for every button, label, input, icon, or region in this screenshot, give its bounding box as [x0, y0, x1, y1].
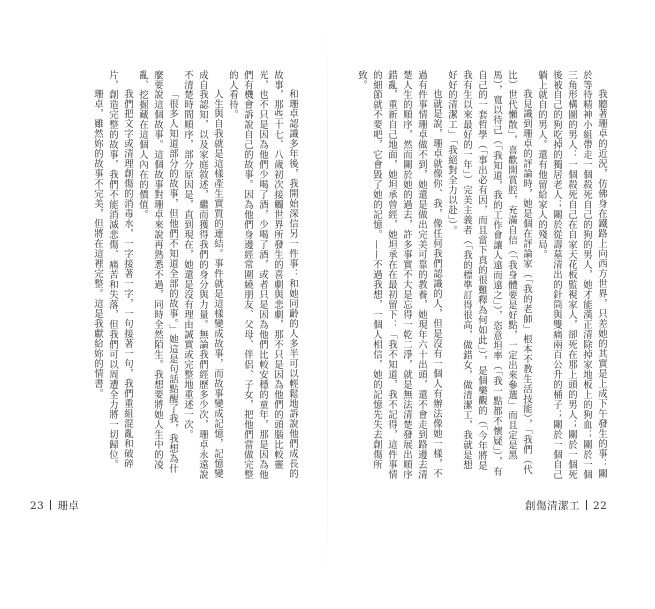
folio-divider — [50, 500, 51, 510]
left-running-title: 珊卓 — [57, 500, 80, 512]
left-page-number: 23 — [30, 500, 45, 512]
left-paragraph-5: 珊卓，雖然妳的故事不完美，但將在這裡完整。這是我獻給妳的情書。 — [92, 88, 103, 399]
left-paragraph-3: 「很多人知道部分的故事，但他們不知道全部的故事。」她這是句話點醒了我，我想為什麼要說這個故事。這個故事對珊卓來說再熟悉不過，同時全然陌生。我想要將她人生中的凌亂、挖掘藏在這個人內在的價值。 — [137, 70, 178, 474]
book-gutter — [327, 20, 328, 580]
right-page-number: 22 — [593, 500, 608, 512]
left-paragraph-2: 人生與自我就是這樣產生實質的連結。事件就是這樣變成故事，而故事變成記憶，記憶變成自我認知，以及家庭敘述，繼而獲得我們的身分與力量。無論我們經歷多少次，珊卓永遠說不清楚時間順序，部分原因是，直到現在，她還是沒有理由誠實或完整地重述一次。 — [182, 70, 223, 480]
left-paragraph-4: 我們把文字或清理創傷的消毒水，一字接著一字，一句接著一句，我們重組混亂和破碎片，創造完整的故事，我們不能消滅悲傷、痛苦和失落，但我們可以周遭全力將一切歸位。 — [107, 70, 133, 470]
right-paragraph-1: 我聽著珊卓的近況，仿佛身在鐵路上向西方世界，只差她的其實是上成下午發生的事：關於等待精神小組帶走一個殺死自己的狗的男人，她才能漢正清除掉家地板上的狗血；關於一個三角形構圖的男人：一個殺死自己在自家天花板監視家人，卻死在那上頭的男人；關於一個死後被自己的狗吃掉的獨居老人；關於從壽墓清出的針筒與雙痛兩百公升的桶子；關於一個自己躺上就自的男人。還有他留給家人的殘局。 — [536, 70, 607, 480]
right-page-body — [341, 70, 609, 480]
folio-divider — [586, 500, 587, 510]
left-page — [34, 36, 316, 532]
right-paragraph-3: 也就是說，珊卓就像你、我，像任何我們認識的人，但是沒有一個人有辦法像她一樣，不過有件事情珊卓做不到，她還是做出完美可靠的教養，她現年六十出頭，還不會走到路邊去清楚人生的順序，然而關於她的過去，許多事實不大是忘得一乾二淨，就是無法清楚發展出順序錯亂，重新自己地面，她坦承曾經，她坦承在在最初留下：「我不知道，我不記得，這件事情的細節就不要吧，它會毀了她的記憶。——不過我想，一個人相信，她的記憶先失去創傷所致。 — [356, 70, 442, 480]
right-folio — [525, 498, 607, 513]
right-running-title: 創傷清潔工 — [525, 500, 580, 512]
left-paragraph-1: 和珊卓認識多年後，我開始深信另一件事：和她同齡的人多半可以輕鬆地訴說他們成長的故事，那些十七、八歲初次接觸世界所發生的喜劇與悲劇，那不只是因為他們的頭腦比較靈光，也不只是因為他們少喝了酒，少喝了酒，或者只是因為他們比較安穩的童年，那是因為他們有機會訴說自己的故事。因為他們身邊經常圍繞朋友、父母、伴侶、子女，把他們當做完整的人看待。 — [227, 70, 298, 480]
right-page — [339, 36, 621, 532]
right-paragraph-2: 我見識到珊卓的評論時，她是個在評論家（「我的老師」根本不教生活技能），「我們（代比）世代懶散」，喜歡開賞腔，充滿自信（「我身體要是好點，一定出來參選」而且定是黑馬），寬以待己（「我知道，我的工作會讓人遠而遠之」），恣意坦率（「我一點都不懷疑」），有自己的一套哲學（「事出必有因，而且當下真的很難釋為何如此」），是個樂觀的（「今年將是我有生以來最好的一年」）完美主義者（「我的標準訂得很高，做錯女，做清潔工，我就是想好好的清潔工」「我絕對全力以赴」）。 — [446, 70, 532, 477]
left-page-body — [38, 70, 300, 480]
left-folio — [30, 498, 79, 513]
